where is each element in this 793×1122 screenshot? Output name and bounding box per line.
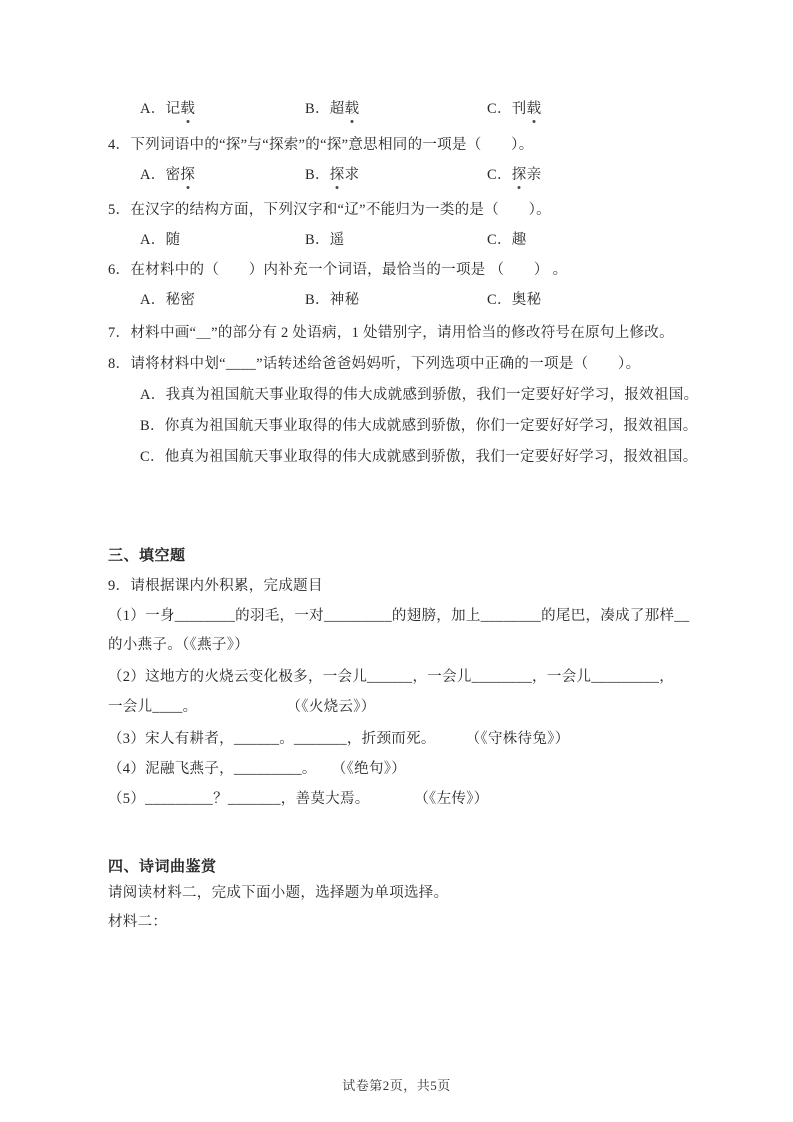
q9-blank-line-2: （2）这地方的火烧云变化极多，一会儿______，一会儿________，一会儿_________， — [108, 669, 674, 685]
option-text: 亲 — [526, 167, 542, 183]
option-text: 刊 — [511, 101, 527, 117]
q5-option-c — [487, 231, 527, 250]
q8-option-c — [140, 448, 698, 467]
q3-option-c — [487, 100, 541, 119]
emphasized-char: 载 — [180, 101, 196, 117]
emphasized-char: 探 — [180, 167, 196, 183]
q6-option-b — [305, 291, 359, 310]
option-label: B． — [305, 101, 330, 117]
option-label: C． — [487, 167, 512, 183]
q6-option-a — [140, 291, 195, 310]
q9-blank-line-2-cont: 一会儿____。 （《火烧云》） — [108, 699, 376, 715]
option-label: A． — [140, 387, 166, 403]
option-label: B． — [305, 167, 330, 183]
option-text: 记 — [165, 101, 181, 117]
q5-stem: 5．在汉字的结构方面，下列汉字和“辽”不能归为一类的是（ ）。 — [108, 202, 551, 218]
emphasized-char: 载 — [344, 101, 360, 117]
q8-stem: 8．请将材料中划“____”话转述给爸爸妈妈听，下列选项中正确的一项是（ ）。 — [108, 356, 641, 372]
q3-options-row — [0, 100, 793, 120]
option-text: 随 — [165, 232, 181, 248]
emphasized-char: 探 — [329, 167, 345, 183]
option-text: 超 — [329, 101, 345, 117]
q5-option-a — [140, 231, 180, 250]
q9-blank-line-4: （4）泥融飞燕子，_________。 （《绝句》） — [108, 761, 407, 777]
q8-option-a — [140, 386, 698, 405]
q5-options-row — [0, 231, 793, 251]
q6-options-row — [0, 291, 793, 311]
option-label: B． — [305, 232, 330, 248]
q6-stem: 6．在材料中的（ ）内补充一个词语，最恰当的一项是 （ ） 。 — [108, 262, 568, 278]
option-text: 神秘 — [329, 292, 360, 308]
option-label: C． — [487, 101, 512, 117]
page-footer: 试卷第2页，共5页 — [342, 1078, 451, 1093]
q9-blank-line-5: （5）_________？_______，善莫大焉。 （《左传》） — [108, 791, 489, 807]
q5-option-b — [305, 231, 345, 250]
option-text: 奥秘 — [511, 292, 542, 308]
q8-option-b — [140, 417, 698, 436]
q3-option-a — [140, 100, 195, 119]
q9-intro: 9．请根据课内外积累，完成题目 — [108, 578, 323, 594]
option-label: C． — [487, 292, 512, 308]
option-text: 他真为祖国航天事业取得的伟大成就感到骄傲，我们一定要好好学习，报效祖国。 — [164, 449, 698, 465]
q4-option-c — [487, 166, 541, 185]
emphasized-char: 载 — [526, 101, 542, 117]
q4-option-a — [140, 166, 195, 185]
q6-option-c — [487, 291, 541, 310]
q7-stem: 7．材料中画“＿”的部分有 2 处语病，1 处错别字，请用恰当的修改符号在原句上修改。 — [108, 325, 674, 341]
option-text: 密 — [165, 167, 181, 183]
option-label: B． — [140, 418, 165, 434]
option-label: B． — [305, 292, 330, 308]
material-2-label: 材料二： — [108, 914, 168, 930]
section-4-intro: 请阅读材料二，完成下面小题，选择题为单项选择。 — [108, 885, 449, 901]
option-label: A． — [140, 232, 166, 248]
section-4-heading: 四、诗词曲鉴赏 — [108, 859, 217, 875]
option-label: A． — [140, 101, 166, 117]
option-text: 我真为祖国航天事业取得的伟大成就感到骄傲，我们一定要好好学习，报效祖国。 — [165, 387, 699, 403]
option-label: A． — [140, 292, 166, 308]
q4-stem: 4．下列词语中的“探”与“探索”的“探”意思相同的一项是（ ）。 — [108, 137, 534, 153]
q4-options-row — [0, 166, 793, 186]
q3-option-b — [305, 100, 359, 119]
emphasized-char: 探 — [511, 167, 527, 183]
option-label: C． — [487, 232, 512, 248]
option-text: 你真为祖国航天事业取得的伟大成就感到骄傲，你们一定要好好学习，报效祖国。 — [164, 418, 698, 434]
option-text: 秘密 — [165, 292, 196, 308]
q9-blank-line-1: （1）一身________的羽毛，一对_________的翅膀，加上________的尾巴，凑成了那样__ — [108, 608, 690, 624]
section-3-heading: 三、填空题 — [108, 548, 186, 564]
q9-blank-line-3: （3）宋人有耕者，______。_______，折颈而死。 （《守株待兔》） — [108, 731, 570, 747]
q4-option-b — [305, 166, 359, 185]
option-text: 求 — [344, 167, 360, 183]
q9-blank-line-1-cont: 的小燕子。（《燕子》） — [108, 637, 250, 653]
option-label: C． — [140, 449, 165, 465]
option-text: 遥 — [329, 232, 345, 248]
option-label: A． — [140, 167, 166, 183]
option-text: 趣 — [511, 232, 527, 248]
